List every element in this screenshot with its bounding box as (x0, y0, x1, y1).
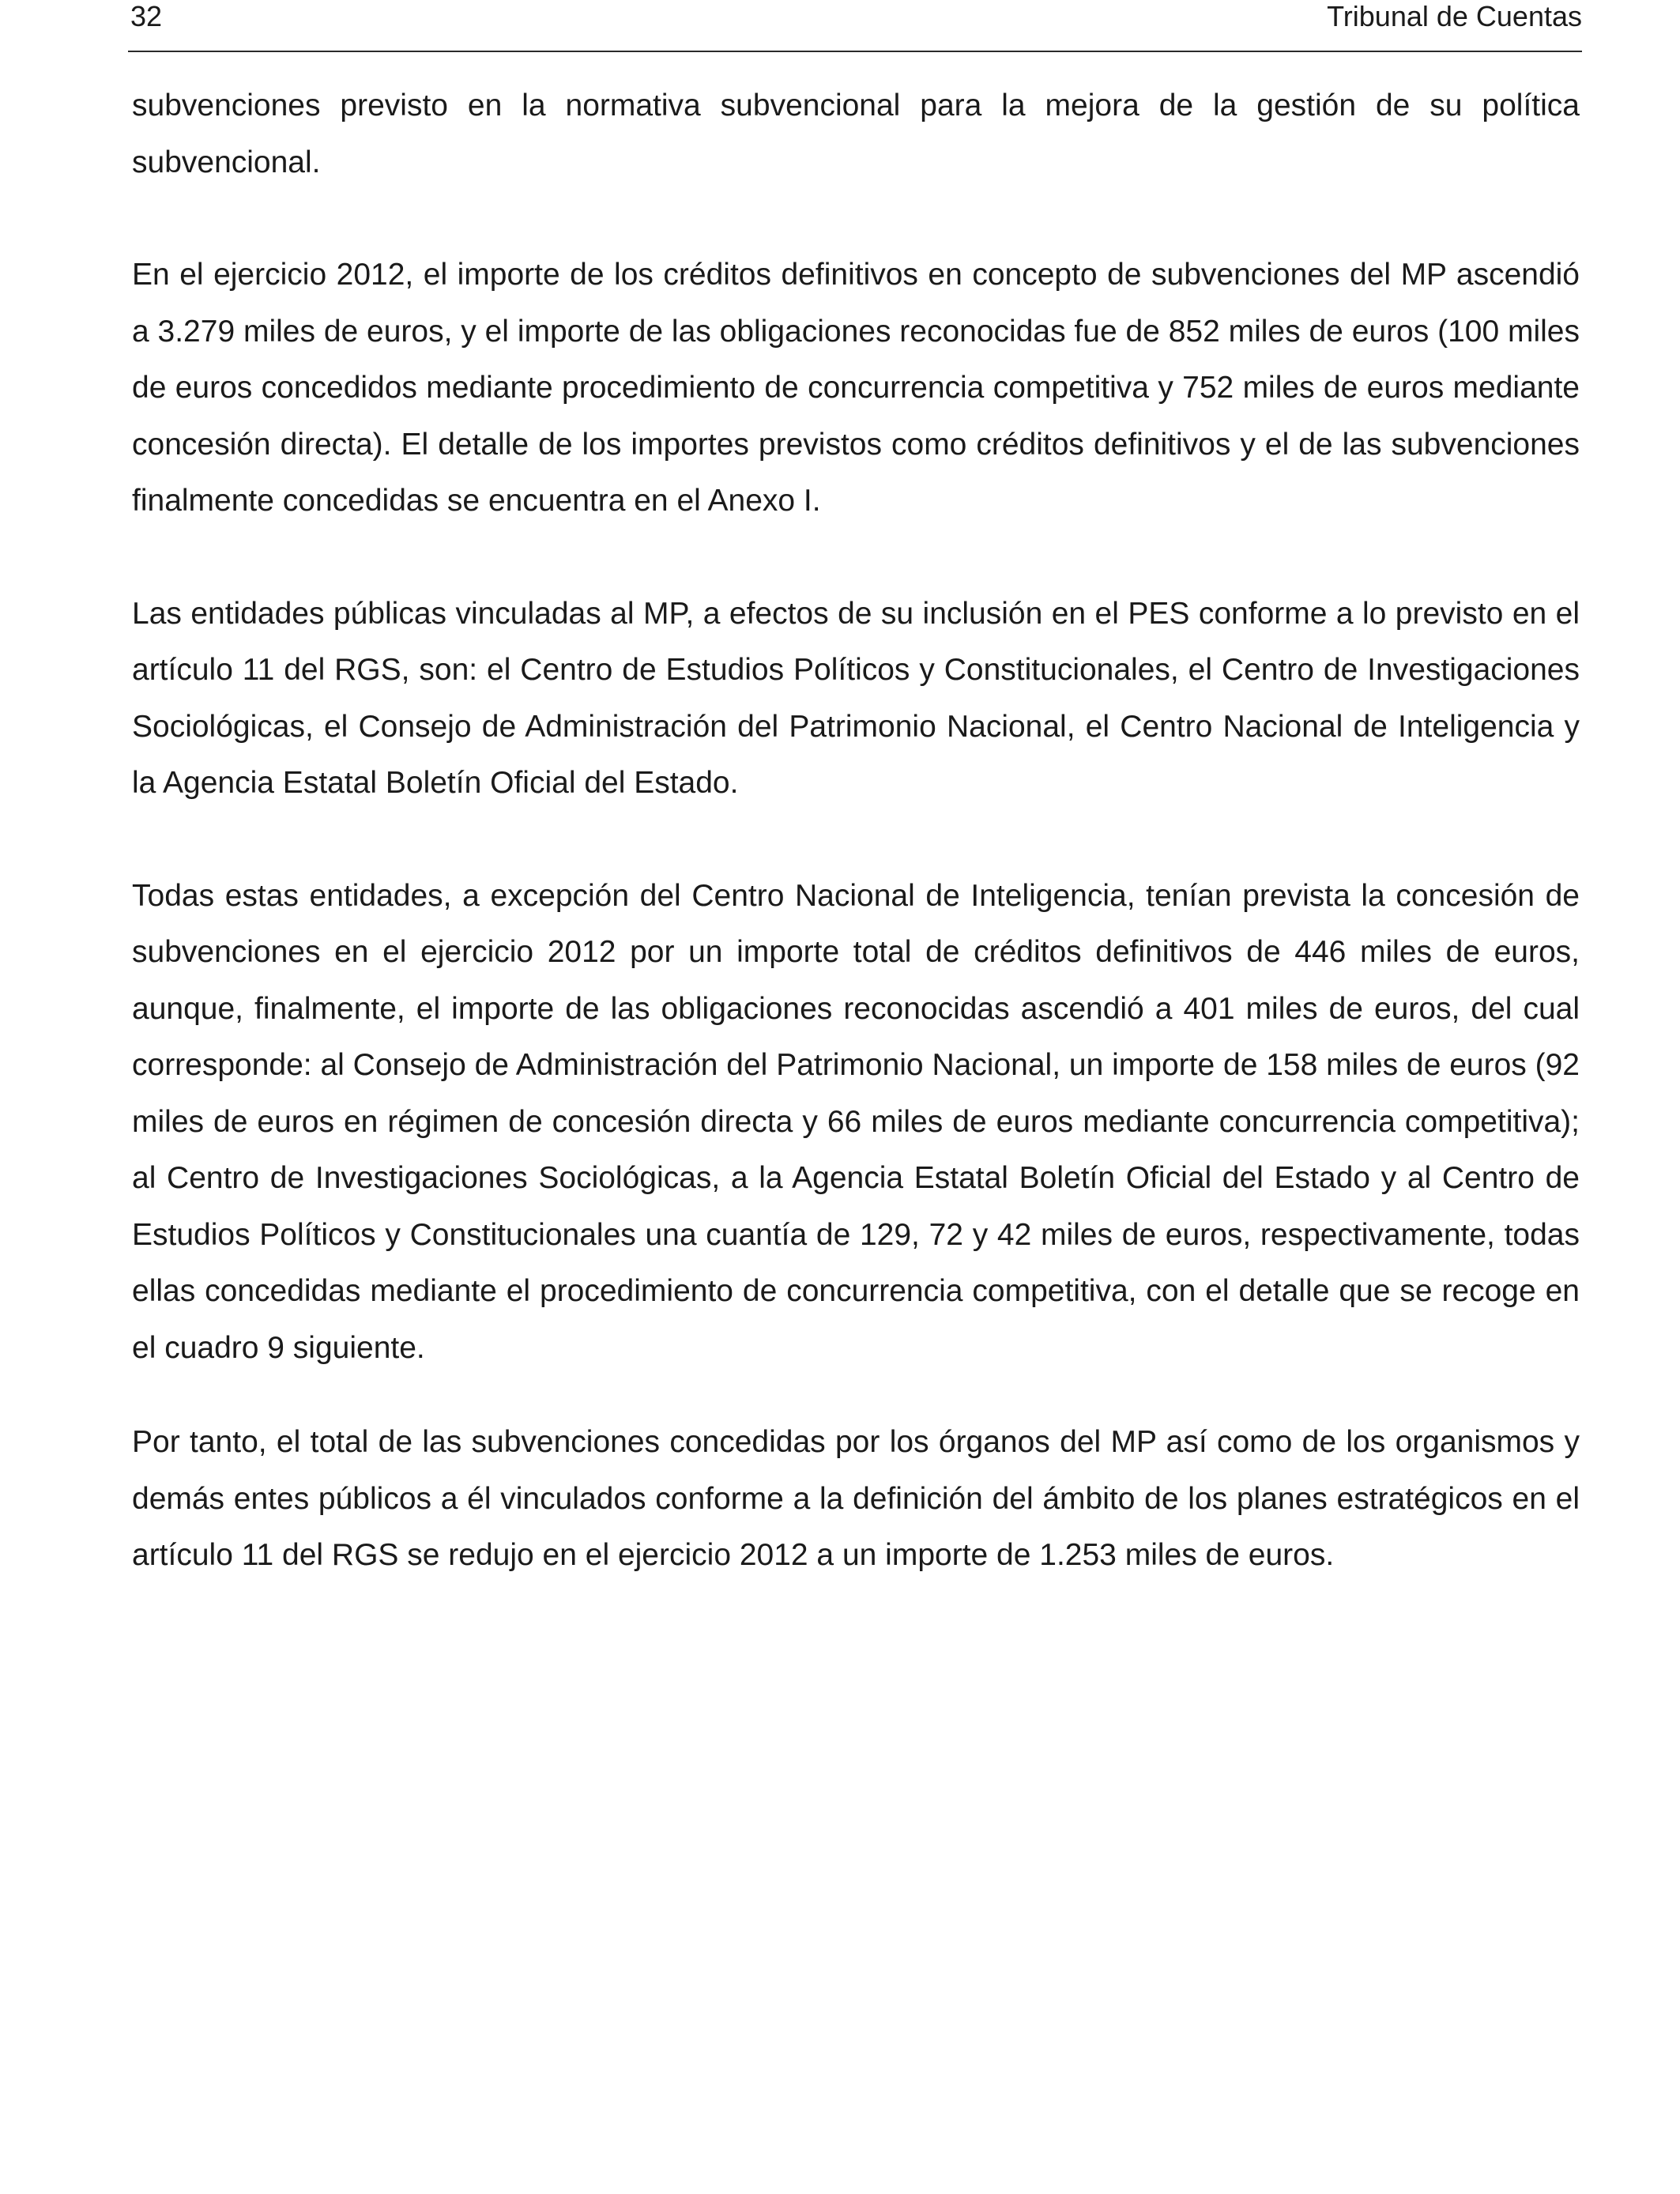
page-number: 32 (130, 0, 163, 32)
paragraph-5: Por tanto, el total de las subvenciones concedidas por los órganos del MP así como de los organismos y demás entes públicos a él vinculados conforme a la definición del ámbito de los planes estratégicos en el artículo 11 del RGS se redujo en el ejercicio 2012 a un importe de 1.253 miles de euros. (132, 1425, 1580, 1572)
paragraph-3: Las entidades públicas vinculadas al MP, a efectos de su inclusión en el PES conforme a lo previsto en el artículo 11 del RGS, son: el Centro de Estudios Políticos y Constitucionales, el Centro de Investigaciones Sociológicas, el Consejo de Administración del Patrimonio Nacional, el Centro Nacional de Inteligencia y la Agencia Estatal Boletín Oficial del Estado. (132, 596, 1580, 800)
header-divider (128, 51, 1582, 52)
paragraph-4: Todas estas entidades, a excepción del Centro Nacional de Inteligencia, tenían prevista la concesión de subvenciones en el ejercicio 2012 por un importe total de créditos definitivos de 446 miles de euros, aunque, finalmente, el importe de las obligaciones reconocidas ascendió a 401 miles de euros, del cual corresponde: al Consejo de Administración del Patrimonio Nacional, un importe de 158 miles de euros (92 miles de euros en régimen de concesión directa y 66 miles de euros mediante concurrencia competitiva); al Centro de Investigaciones Sociológicas, a la Agencia Estatal Boletín Oficial del Estado y al Centro de Estudios Políticos y Constitucionales una cuantía de 129, 72 y 42 miles de euros, respectivamente, todas ellas concedidas mediante el procedimiento de concurrencia competitiva, con el detalle que se recoge en el cuadro 9 siguiente. (132, 878, 1580, 1365)
paragraph-1: subvenciones previsto en la normativa subvencional para la mejora de la gestión de su política subvencional. (132, 89, 1580, 179)
header-title: Tribunal de Cuentas (1327, 0, 1582, 32)
document-body (132, 77, 1580, 1584)
paragraph-2: En el ejercicio 2012, el importe de los créditos definitivos en concepto de subvenciones del MP ascendió a 3.279 miles de euros, y el importe de las obligaciones reconocidas fue de 852 miles de euros (100 miles de euros concedidos mediante procedimiento de concurrencia competitiva y 752 miles de euros mediante concesión directa). El detalle de los importes previstos como créditos definitivos y el de las subvenciones finalmente concedidas se encuentra en el Anexo I. (132, 258, 1580, 518)
